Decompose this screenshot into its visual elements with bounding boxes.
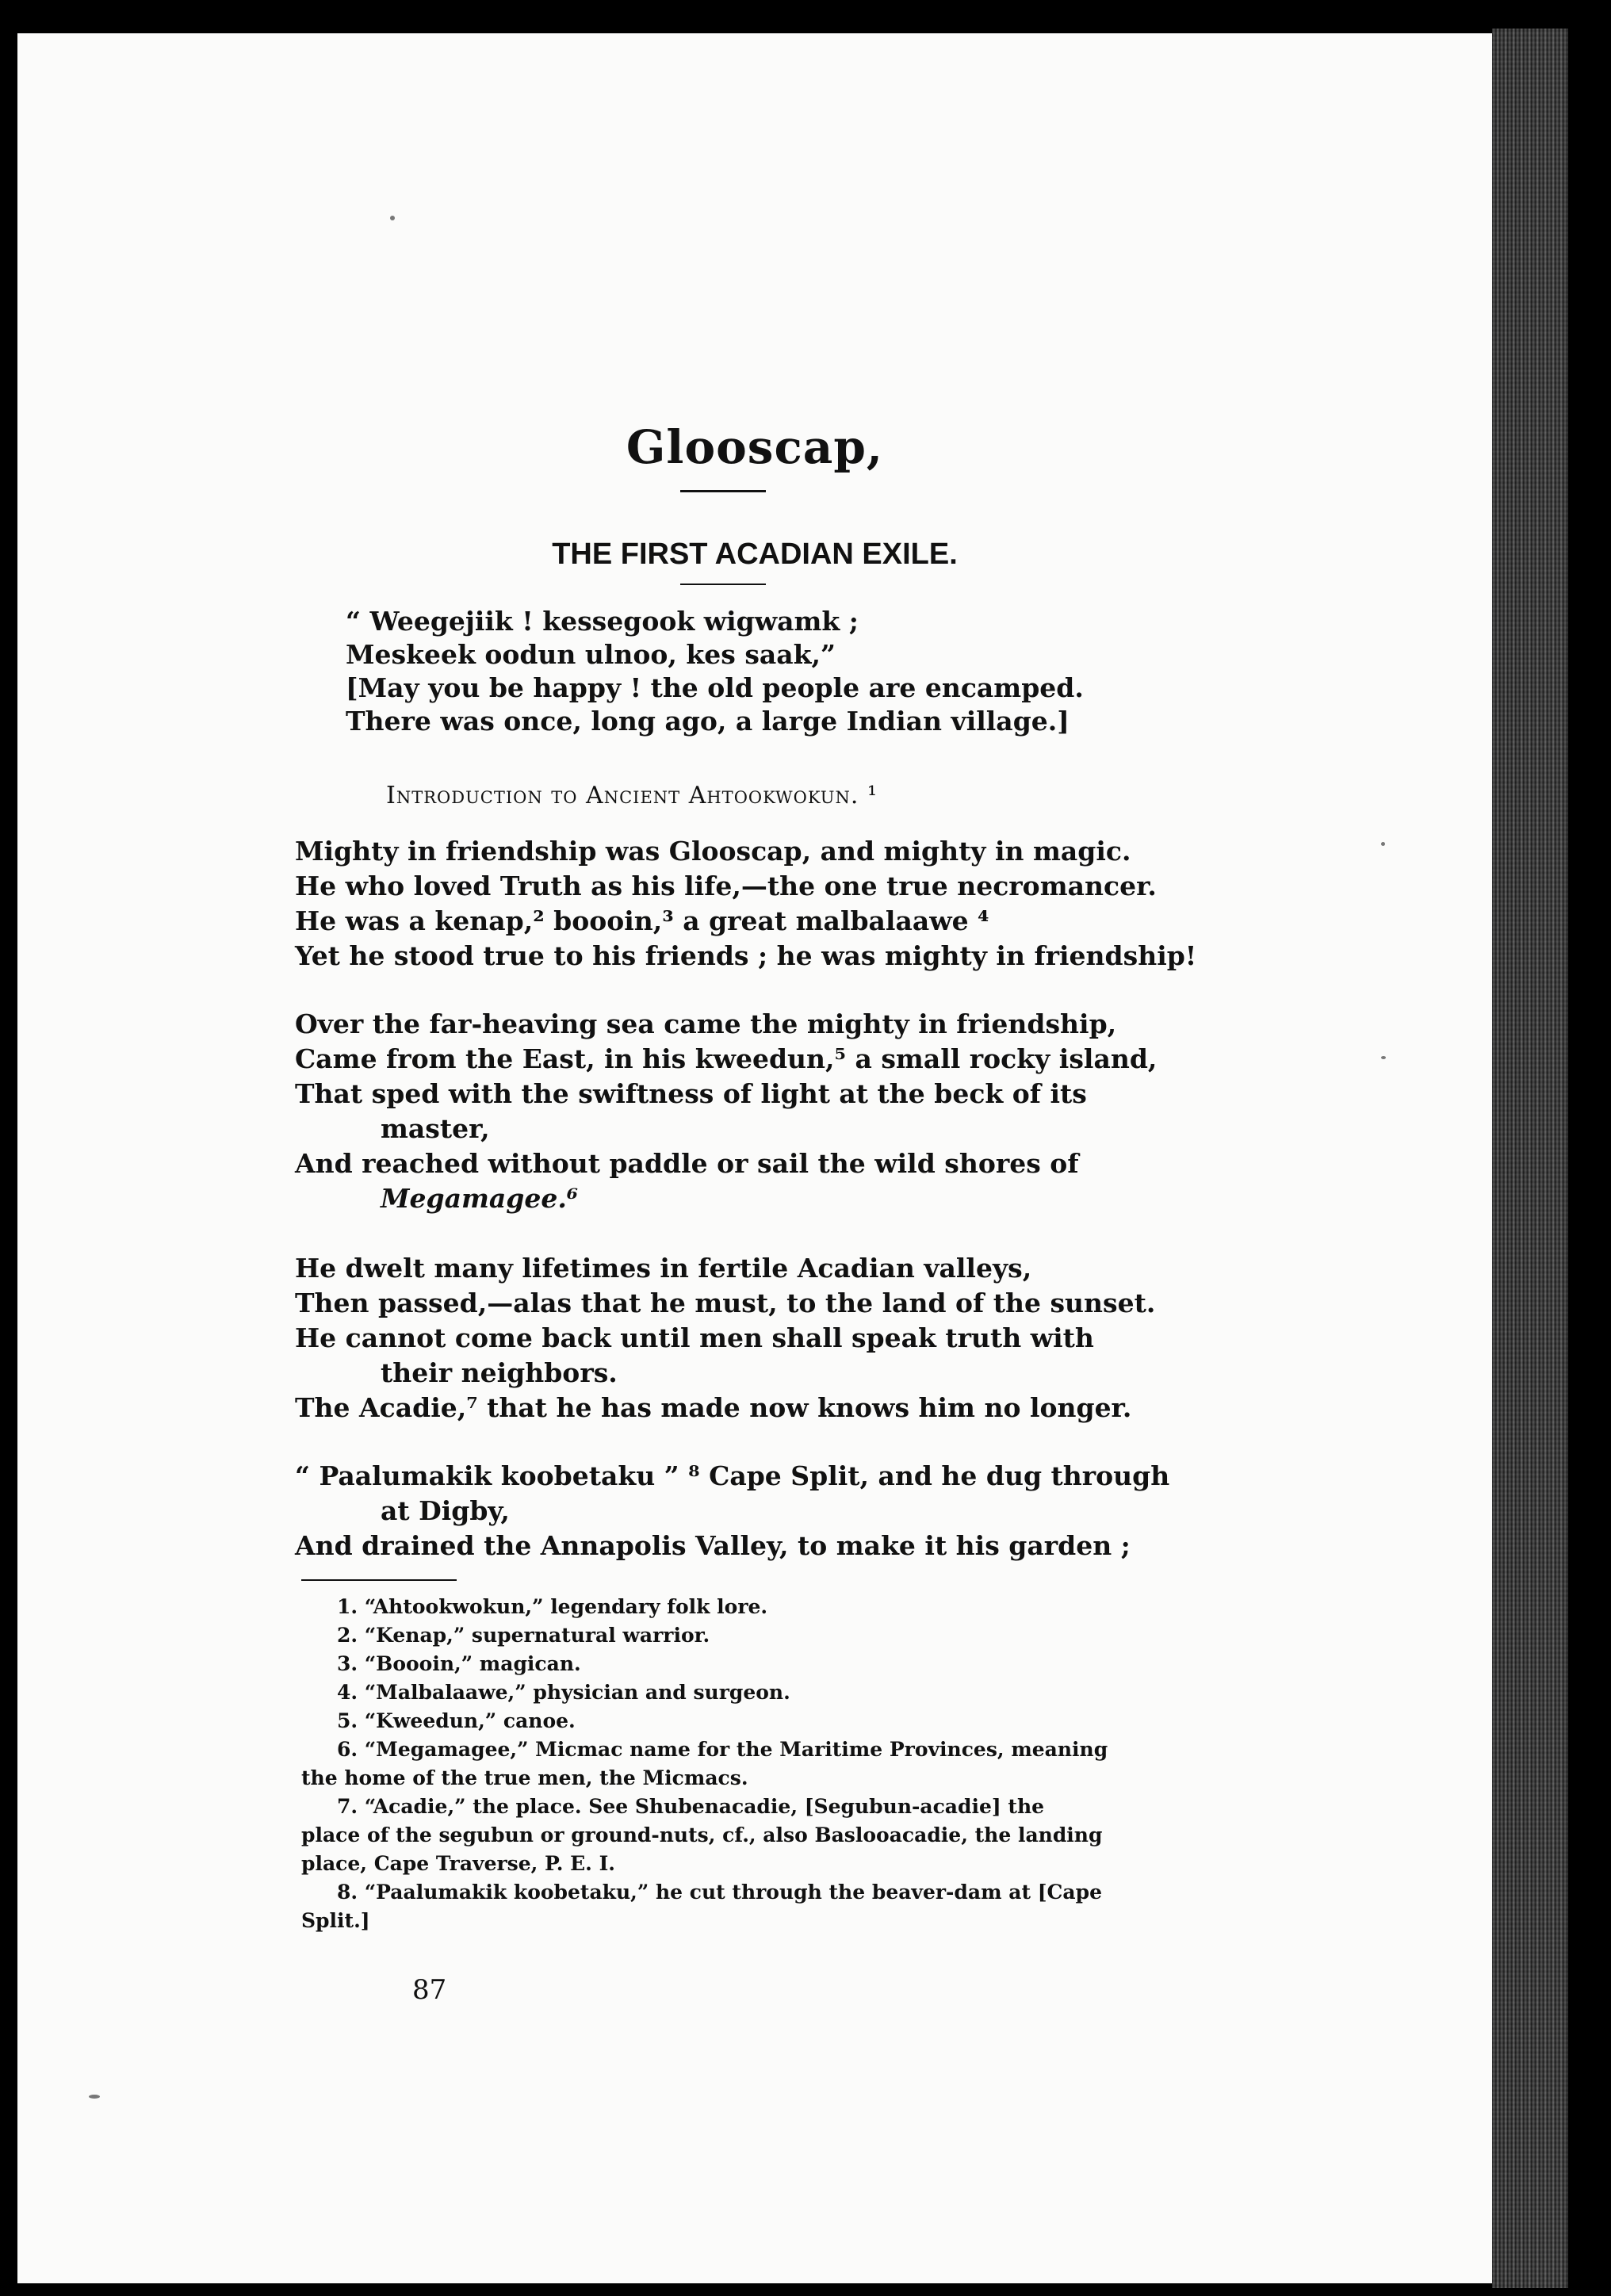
motto-line: “ Weegejiik ! kessegook wigwamk ; [346,606,859,637]
poem-line: Over the far-heaving sea came the mighty in friendship, [295,1008,1117,1039]
poem-line: “ Paalumakik koobetaku ” ⁸ Cape Split, and he dug through [295,1460,1170,1491]
subtitle-rule [680,584,766,585]
motto-line: There was once, long ago, a large Indian village.] [346,706,1070,737]
poem-line: And reached without paddle or sail the wild shores of [295,1148,1079,1179]
paper-speck [390,216,395,220]
footnote-rule [301,1579,457,1581]
footnote-line: 4. “Malbalaawe,” physician and surgeon. [337,1681,790,1704]
poem-line: He who loved Truth as his life,—the one true necromancer. [295,871,1157,901]
motto-line: [May you be happy ! the old people are encamped. [346,672,1084,703]
paper-speck [89,2095,100,2099]
motto-line: Meskeek oodun ulnoo, kes saak,” [346,639,836,670]
poem-line: Megamagee.⁶ [381,1183,579,1214]
poem-line: at Digby, [381,1495,510,1526]
poem-line: Yet he stood true to his friends ; he was mighty in friendship! [295,940,1197,971]
paper-speck [1381,1056,1386,1059]
footnote-line: 7. “Acadie,” the place. See Shubenacadie, [Segubun-acadie] the [337,1795,1045,1818]
poem-line: Came from the East, in his kweedun,⁵ a small rocky island, [295,1043,1158,1074]
footnote-line: 8. “Paalumakik koobetaku,” he cut through the beaver-dam at [Cape [337,1881,1103,1904]
chapter-subtitle: THE FIRST ACADIAN EXILE. [552,538,958,571]
poem-line: And drained the Annapolis Valley, to make it his garden ; [295,1530,1131,1561]
poem-line: their neighbors. [381,1357,618,1388]
poem-line: He cannot come back until men shall speak truth with [295,1322,1094,1353]
footnote-line: 3. “Boooin,” magican. [337,1652,581,1675]
poem-line: Mighty in friendship was Glooscap, and mighty in magic. [295,836,1131,867]
footnote-line: Split.] [301,1909,370,1932]
footnote-line: the home of the true men, the Micmacs. [301,1766,748,1789]
paper-speck [1381,842,1385,846]
title-rule [680,490,766,492]
poem-line: He dwelt many lifetimes in fertile Acadian valleys, [295,1253,1032,1284]
poem-line: Then passed,—alas that he must, to the land of the sunset. [295,1288,1156,1318]
book-page [17,33,1492,2283]
poem-line: master, [381,1113,490,1144]
footnote-line: 5. “Kweedun,” canoe. [337,1709,576,1732]
section-heading: Introduction to Ancient Ahtookwokun. ¹ [386,782,878,809]
chapter-title: Glooscap, [626,420,884,474]
poem-line: That sped with the swiftness of light at the beck of its [295,1078,1087,1109]
footnote-line: place of the segubun or ground-nuts, cf., also Baslooacadie, the landing [301,1823,1103,1846]
footnote-line: 2. “Kenap,” supernatural warrior. [337,1624,710,1647]
footnote-line: 6. “Megamagee,” Micmac name for the Maritime Provinces, meaning [337,1738,1108,1761]
book-page-edges [1492,29,1568,2288]
footnote-line: place, Cape Traverse, P. E. I. [301,1852,615,1875]
footnote-line: 1. “Ahtookwokun,” legendary folk lore. [337,1595,768,1618]
page-number: 87 [412,1974,447,2006]
poem-line: He was a kenap,² boooin,³ a great malbalaawe ⁴ [295,905,989,936]
poem-line: The Acadie,⁷ that he has made now knows him no longer. [295,1392,1132,1423]
